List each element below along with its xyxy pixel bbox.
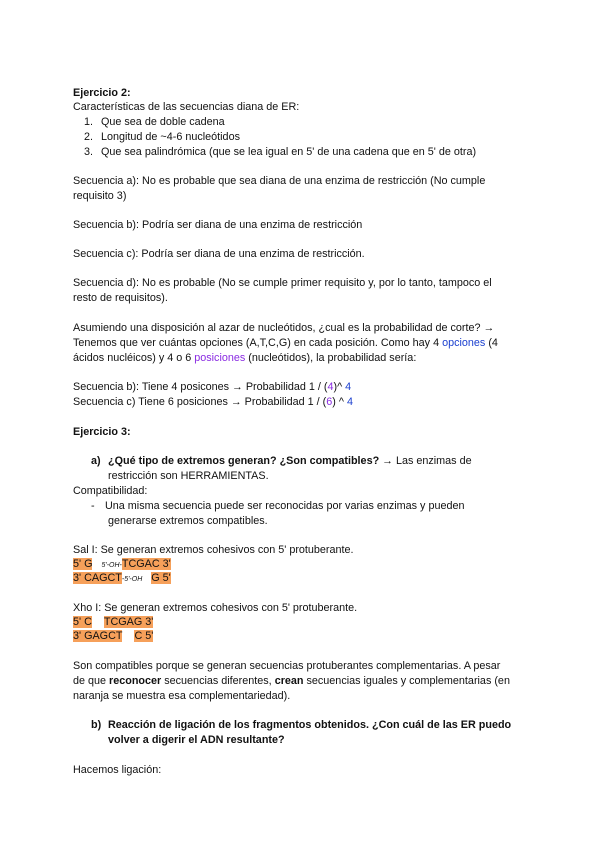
seq-c: Secuencia c): Podría ser diana de una enzima de restricción.	[73, 248, 365, 260]
question-b-line-1: b) Reacción de ligación de los fragmentos obtenidos. ¿Con cuál de las ER puedo	[91, 719, 512, 731]
question-a-line-2: restricción son HERRAMIENTAS.	[108, 470, 269, 482]
sal-intro: Sal I: Se generan extremos cohesivos con 5' protuberante.	[73, 544, 354, 556]
compat-paragraph-line-2: de que reconocer secuencias diferentes, crean secuencias iguales y complementarias (en	[73, 675, 510, 687]
req-item-3: 3. Que sea palindrómica (que se lea igual en 5' de una cadena que en 5' de otra)	[83, 146, 477, 158]
prob-line-1: Asumiendo una disposición al azar de nucleótidos, ¿cual es la probabilidad de corte? →	[73, 322, 495, 334]
compat-paragraph-line-3: naranja se muestra esa complementariedad).	[73, 690, 291, 702]
seq-d-line-2: resto de requisitos).	[73, 292, 168, 304]
sal-row-2: 3' CAGCT-5'-OH G 5'	[73, 572, 171, 584]
prob-line-3: ácidos nucléicos) y 4 o 6 posiciones (nucleótidos), la probabilidad sería:	[73, 352, 417, 364]
seq-b: Secuencia b): Podría ser diana de una enzima de restricción	[73, 219, 363, 231]
ligation-text: Hacemos ligación:	[73, 764, 162, 776]
xho-row-1: 5' C TCGAG 3'	[73, 616, 154, 628]
compat-paragraph-line-1: Son compatibles porque se generan secuencias protuberantes complementarias. A pesar	[73, 660, 501, 672]
req-item-1: 1. Que sea de doble cadena	[83, 116, 225, 128]
ej2-intro: Características de las secuencias diana de ER:	[73, 101, 300, 113]
compat-item-2: generarse extremos compatibles.	[108, 515, 268, 527]
ej2-title: Ejercicio 2:	[73, 87, 131, 99]
seq-d-line-1: Secuencia d): No es probable (No se cumple primer requisito y, por lo tanto, tampoco el	[73, 277, 492, 289]
ej3-title: Ejercicio 3:	[73, 426, 131, 438]
prob-line-2: Tenemos que ver cuántas opciones (A,T,C,G) en cada posición. Como hay 4 opciones (4	[73, 337, 498, 349]
req-item-2: 2. Longitud de ~4-6 nucleótidos	[83, 131, 240, 143]
question-a-line-1: a) ¿Qué tipo de extremos generan? ¿Son compatibles? → Las enzimas de	[91, 455, 472, 467]
calc-b: Secuencia b): Tiene 4 posicones → Probabilidad 1 / (4)^ 4	[73, 381, 352, 393]
seq-a-line-2: requisito 3)	[73, 190, 127, 202]
question-b-line-2: volver a digerir el ADN resultante?	[108, 734, 285, 746]
sal-row-1: 5' G 5'-OH-TCGAC 3'	[73, 558, 171, 570]
calc-c: Secuencia c) Tiene 6 posiciones → Probabilidad 1 / (6) ^ 4	[73, 396, 353, 408]
compat-item-1: - Una misma secuencia puede ser reconocidas por varias enzimas y pueden	[91, 500, 465, 512]
seq-a-line-1: Secuencia a): No es probable que sea diana de una enzima de restricción (No cumple	[73, 175, 486, 187]
compat-label: Compatibilidad:	[73, 485, 148, 497]
xho-intro: Xho I: Se generan extremos cohesivos con 5' protuberante.	[73, 602, 358, 614]
xho-row-2: 3' GAGCT C 5'	[73, 630, 154, 642]
